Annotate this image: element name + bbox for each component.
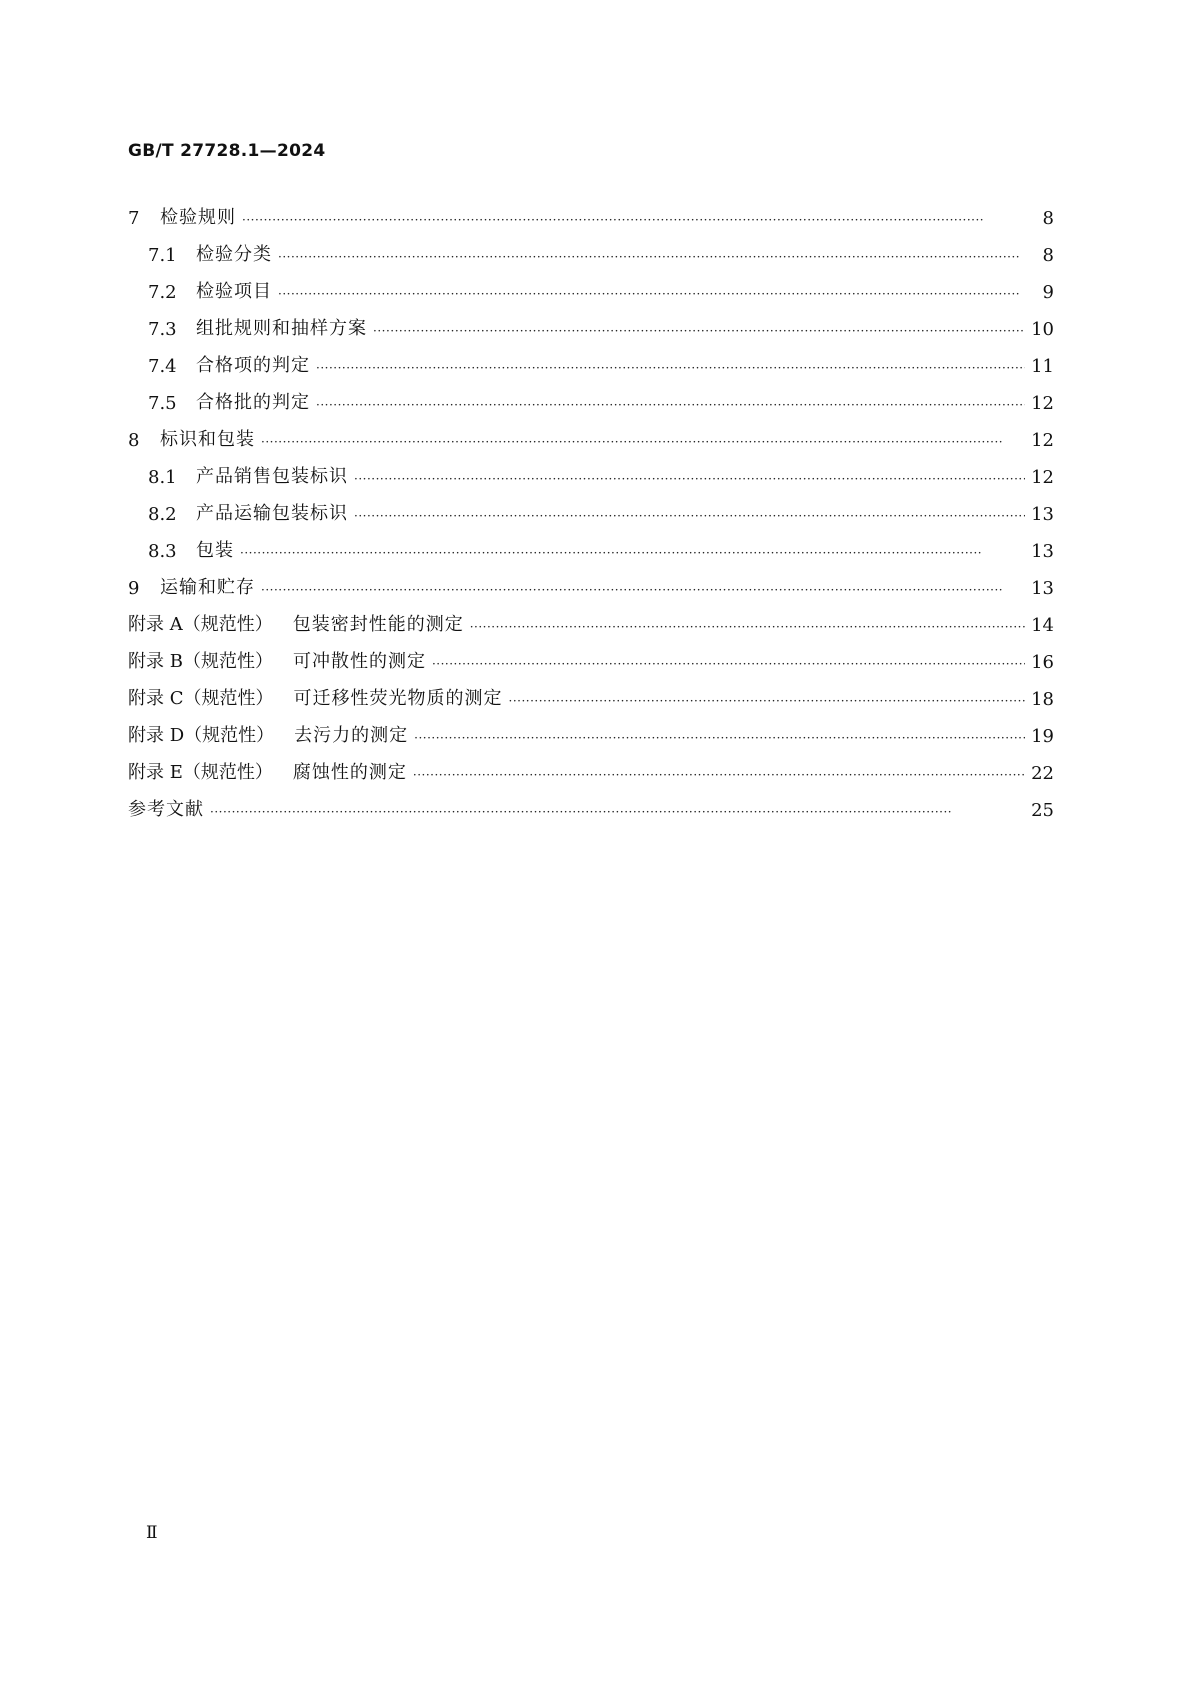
toc-entry-7[interactable] [128, 192, 1054, 229]
toc-entry-number: 7.1 [148, 245, 177, 266]
toc-page-number: 11 [1031, 356, 1054, 377]
toc-entry-title: 包装 [196, 540, 234, 561]
dot-leader [354, 507, 1025, 525]
toc-entry-title: 去污力的测定 [294, 725, 409, 746]
toc-entry-title: 合格项的判定 [196, 355, 310, 376]
dot-leader [432, 655, 1025, 673]
toc-entry-title: 参考文献 [128, 799, 204, 820]
toc-entry-7-2[interactable] [128, 266, 1054, 303]
toc-entry-number: 7.3 [148, 319, 177, 340]
annex-label: 附录 A（规范性） [128, 614, 273, 635]
toc-page-number: 8 [1042, 208, 1054, 229]
toc-entry-8-2[interactable] [128, 488, 1054, 525]
toc-entry-number: 7.4 [148, 356, 177, 377]
toc-entry-8[interactable] [128, 414, 1054, 451]
annex-label: 附录 B（规范性） [128, 651, 273, 672]
toc-page-number: 13 [1031, 504, 1054, 525]
dot-leader [509, 692, 1026, 710]
annex-label: 附录 E（规范性） [128, 762, 273, 783]
toc-entry-number: 8 [128, 430, 140, 451]
dot-leader [278, 285, 1034, 303]
toc-entry-annex-b[interactable] [128, 636, 1054, 673]
table-of-contents [128, 192, 1054, 821]
toc-page-number: 12 [1031, 393, 1054, 414]
dot-leader [278, 248, 1034, 266]
toc-page-number: 18 [1031, 689, 1054, 710]
toc-page-number: 12 [1031, 467, 1054, 488]
toc-entry-title: 检验分类 [196, 244, 272, 265]
toc-entry-title: 合格批的判定 [196, 392, 310, 413]
dot-leader [316, 396, 1025, 414]
toc-entry-title: 运输和贮存 [160, 577, 255, 598]
toc-entry-7-4[interactable] [128, 340, 1054, 377]
dot-leader [354, 470, 1025, 488]
toc-page-number: 16 [1031, 652, 1054, 673]
dot-leader [470, 618, 1025, 636]
toc-entry-number: 8.3 [148, 541, 177, 562]
dot-leader [373, 322, 1025, 340]
toc-entry-number: 8.1 [148, 467, 177, 488]
toc-entry-title: 包装密封性能的测定 [292, 614, 464, 635]
annex-label: 附录 C（规范性） [128, 688, 274, 709]
toc-page-number: 10 [1031, 319, 1054, 340]
toc-page-number: 12 [1031, 430, 1054, 451]
toc-entry-annex-e[interactable] [128, 747, 1054, 784]
toc-entry-title: 可迁移性荧光物质的测定 [293, 688, 503, 709]
toc-entry-number: 7.2 [148, 282, 177, 303]
dot-leader [316, 359, 1025, 377]
toc-entry-8-1[interactable] [128, 451, 1054, 488]
dot-leader [261, 433, 1025, 451]
dot-leader [242, 211, 1034, 229]
dot-leader [240, 544, 1025, 562]
toc-entry-references[interactable] [128, 784, 1054, 821]
toc-page-number: 22 [1031, 763, 1054, 784]
toc-entry-7-5[interactable] [128, 377, 1054, 414]
toc-entry-number: 8.2 [148, 504, 177, 525]
toc-entry-8-3[interactable] [128, 525, 1054, 562]
toc-entry-title: 产品销售包装标识 [196, 466, 348, 487]
roman-page-number: Ⅱ [146, 1523, 158, 1543]
toc-page-number: 8 [1042, 245, 1054, 266]
toc-entry-7-1[interactable] [128, 229, 1054, 266]
toc-entry-number: 9 [128, 578, 140, 599]
toc-entry-annex-d[interactable] [128, 710, 1054, 747]
toc-entry-9[interactable] [128, 562, 1054, 599]
annex-label: 附录 D（规范性） [128, 725, 275, 746]
toc-entry-title: 腐蚀性的测定 [292, 762, 407, 783]
toc-page-number: 13 [1031, 541, 1054, 562]
dot-leader [210, 803, 1025, 821]
toc-entry-number: 7.5 [148, 393, 177, 414]
dot-leader [261, 581, 1025, 599]
toc-entry-number: 7 [128, 208, 140, 229]
toc-entry-title: 可冲散性的测定 [292, 651, 426, 672]
toc-entry-annex-a[interactable] [128, 599, 1054, 636]
toc-page-number: 13 [1031, 578, 1054, 599]
toc-entry-title: 检验规则 [160, 207, 236, 228]
toc-page-number: 25 [1031, 800, 1054, 821]
standard-code-header: GB/T 27728.1—2024 [128, 141, 326, 161]
toc-entry-title: 组批规则和抽样方案 [196, 318, 367, 339]
toc-page-number: 19 [1031, 726, 1054, 747]
dot-leader [414, 729, 1025, 747]
dot-leader [413, 766, 1025, 784]
toc-page-number: 14 [1031, 615, 1054, 636]
toc-page-number: 9 [1042, 282, 1054, 303]
toc-entry-title: 检验项目 [196, 281, 272, 302]
toc-entry-title: 标识和包装 [160, 429, 255, 450]
toc-entry-annex-c[interactable] [128, 673, 1054, 710]
toc-entry-title: 产品运输包装标识 [196, 503, 348, 524]
toc-entry-7-3[interactable] [128, 303, 1054, 340]
